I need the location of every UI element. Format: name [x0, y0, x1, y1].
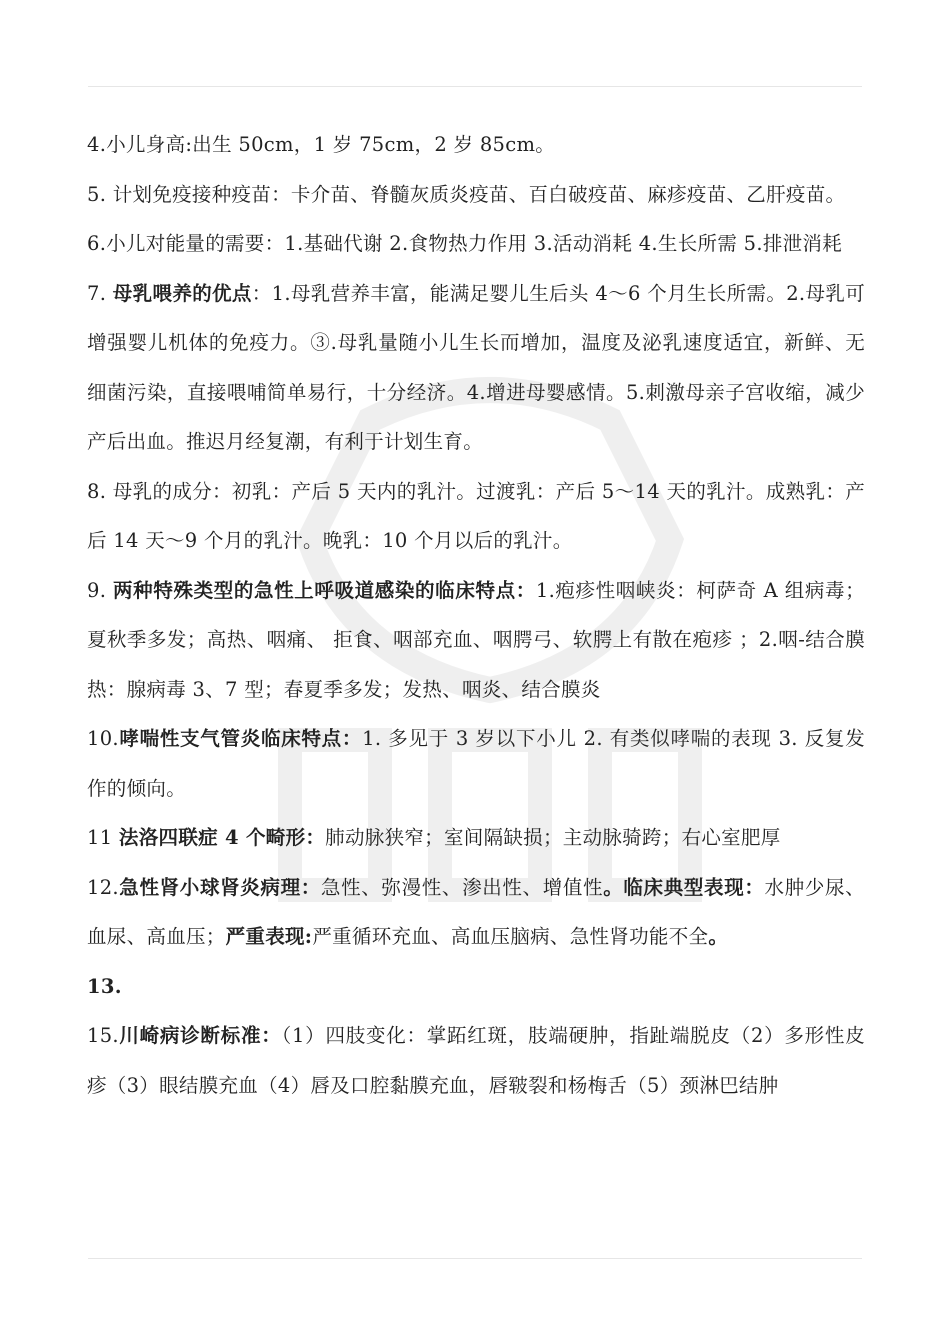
- item-15-number: 15.: [87, 1024, 119, 1047]
- item-11-text: 肺动脉狭窄；室间隔缺损；主动脉骑跨；右心室肥厚: [325, 826, 781, 849]
- item-10-text: 1. 多见于 3 岁以下小儿 2. 有类似哮喘的表现 3. 反复发作的倾向。: [87, 727, 865, 800]
- item-11: [87, 813, 865, 863]
- item-12-number: 12.: [87, 875, 119, 899]
- item-9-number: 9.: [87, 578, 114, 602]
- item-11-number: 11: [87, 826, 119, 849]
- item-12-text: 急性、弥漫性、渗出性、增值性: [320, 875, 604, 899]
- item-5: [87, 170, 865, 220]
- item-12-subheading-typical: 。临床典型表现：: [603, 875, 765, 899]
- item-11-heading: 法洛四联症 4 个畸形：: [118, 826, 326, 849]
- item-12-subheading-severe: 严重表现:: [225, 925, 313, 948]
- item-7-text: ：1.母乳营养丰富，能满足婴儿生后头 4～6 个月生长所需。2.母乳可增强婴儿机体的免疫力。③.母乳量随小儿生长而增加，温度及泌乳速度适宜，新鲜、无细菌污染，直接喂哺简单易行，十分经济。4.增进母婴感情。5.刺激母亲子宫收缩，减少产后出血。推迟月经复潮，有利于计划生育。: [87, 281, 865, 453]
- item-10-number: 10.: [87, 727, 119, 750]
- item-9-heading: 两种特殊类型的急性上呼吸道感染的临床特点：: [113, 578, 536, 602]
- item-8: [87, 467, 865, 566]
- footer-divider: [88, 1258, 862, 1259]
- item-4: [87, 120, 865, 170]
- item-13-number: 13.: [87, 974, 122, 998]
- item-12-typical-text: 水肿少尿、血尿、高血压；: [87, 875, 865, 948]
- item-8-text: 8. 母乳的成分：初乳：产后 5 天内的乳汁。过渡乳：产后 5～14 天的乳汁。成熟乳：产后 14 天～9 个月的乳汁。晚乳：10 个月以后的乳汁。: [87, 479, 865, 552]
- item-10: [87, 714, 865, 813]
- item-15-heading: 川崎病诊断标准：: [118, 1024, 282, 1047]
- item-10-heading: 哮喘性支气管炎临床特点：: [118, 727, 363, 750]
- item-15: [87, 1011, 865, 1110]
- item-9: [87, 566, 865, 715]
- item-12-end-mark: 。: [708, 925, 729, 948]
- header-divider: [88, 86, 862, 87]
- item-6-text: 6.小儿对能量的需要：1.基础代谢 2.食物热力作用 3.活动消耗 4.生长所需 5.排泄消耗: [87, 232, 843, 255]
- item-12: [87, 863, 865, 962]
- item-9-text: 1.疱疹性咽峡炎：柯萨奇 A 组病毒；夏秋季多发；高热、咽痛、 拒食、咽部充血、咽腭弓、软腭上有散在疱疹 ；2.咽-结合膜热：腺病毒 3、7 型；春夏季多发；发热、咽炎、结合膜炎: [87, 578, 865, 701]
- item-4-text: 4.小儿身高:出生 50cm，1 岁 75cm，2 岁 85cm。: [87, 133, 556, 156]
- item-15-text: （1）四肢变化：掌跖红斑，肢端硬肿，指趾端脱皮（2）多形性皮疹（3）眼结膜充血（4）唇及口腔黏膜充血，唇皲裂和杨梅舌（5）颈淋巴结肿: [87, 1024, 865, 1097]
- item-6: [87, 219, 865, 269]
- item-5-text: 5. 计划免疫接种疫苗：卡介苗、脊髓灰质炎疫苗、百白破疫苗、麻疹疫苗、乙肝疫苗。: [87, 182, 846, 206]
- item-7: [87, 269, 865, 467]
- item-12-severe-text: 严重循环充血、高血压脑病、急性肾功能不全: [312, 925, 709, 948]
- item-12-heading: 急性肾小球肾炎病理：: [118, 875, 321, 899]
- item-7-heading: 母乳喂养的优点: [112, 281, 252, 305]
- document-body: [87, 120, 865, 1110]
- item-13: [87, 962, 865, 1012]
- item-7-number: 7.: [87, 281, 113, 305]
